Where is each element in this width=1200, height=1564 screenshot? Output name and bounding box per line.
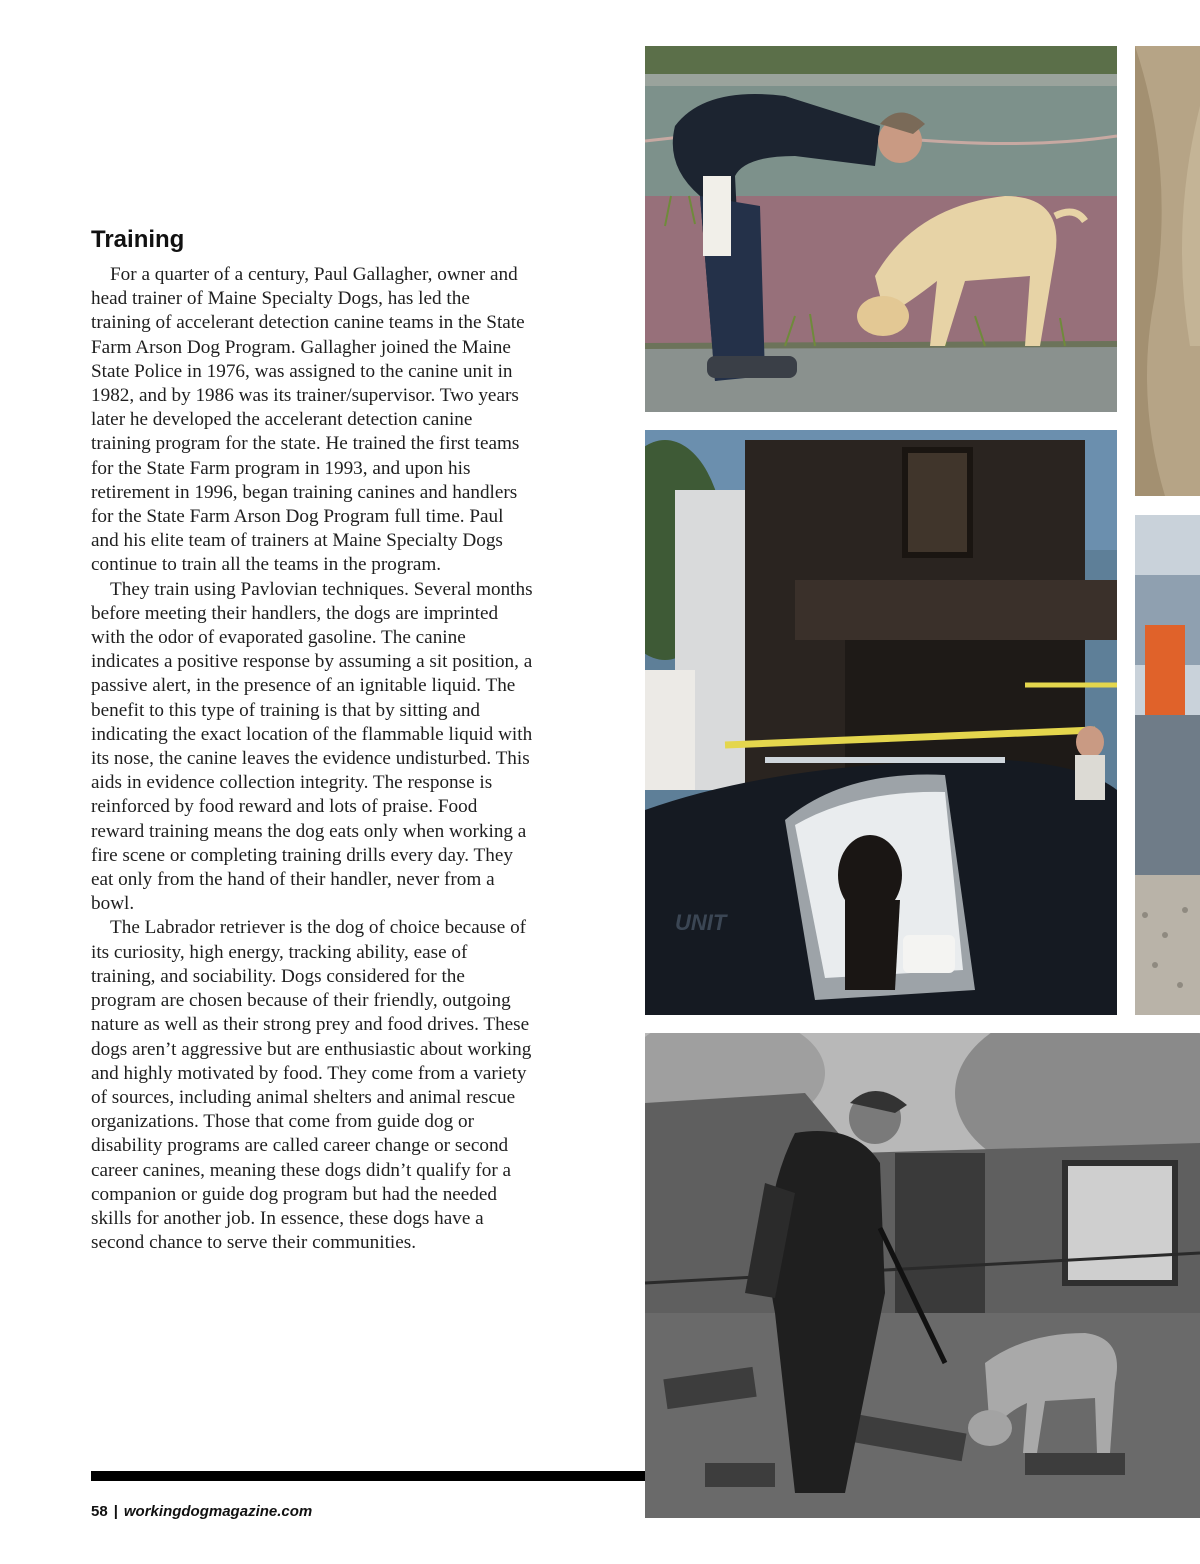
article-paragraph: They train using Pavlovian techniques. Several months before meeting their handlers, the dogs are imprinted with the odor of evaporated gasoline. The canine indicates a positive response by assuming a sit position, a passive alert, in the presence of an ignitable liquid. The benefit to this type of training is that by sitting and indicating the exact location of the flammable liquid with its nose, the canine leaves the evidence undisturbed. This aids in evidence collection integrity. The response is reinforced by food reward and lots of praise. Food reward training means the dog eats only when working a fire scene or completing training drills every day. They eat only from the hand of their handler, never from a bowl. <box>91 578 533 915</box>
photo-edge-khaki <box>1135 46 1200 496</box>
photo-burned-house-police-car <box>645 430 1117 1015</box>
article-paragraph: For a quarter of a century, Paul Gallagher, owner and head trainer of Maine Specialty Dogs, has led the training of accelerant detection canine teams in the State Farm Arson Dog Program. Gallagher joined the Maine State Police in 1976, was assigned to the canine unit in 1982, and by 1986 was its trainer/supervisor. Two years later he developed the accelerant detection canine training program for the state. He trained the first teams for the State Farm program in 1993, and upon his retirement in 1996, began training canines and handlers for the State Farm Arson Dog Program full time. Paul and his elite team of trainers at Maine Specialty Dogs continue to train all the teams in the program. <box>91 264 525 576</box>
car-lettering: UNIT <box>675 910 727 935</box>
website-link: workingdogmagazine.com <box>123 1503 313 1520</box>
footer-separator: | <box>113 1503 118 1520</box>
page-footer <box>91 1503 312 1520</box>
photo-fire-scene-bw <box>645 1033 1200 1518</box>
section-heading: Training <box>91 226 185 253</box>
article-body <box>91 263 533 1255</box>
photo-edge-vehicle <box>1135 515 1200 1015</box>
article-paragraph: The Labrador retriever is the dog of choice because of its curiosity, high energy, tracking ability, ease of training, and sociability. Dogs considered for the program are chosen because of their friendly, outgoing nature as well as their strong prey and food drives. These dogs aren’t aggressive but are enthusiastic about working and highly motivated by food. They come from a variety of sources, including animal shelters and animal rescue organizations. Those that come from guide dog or disability programs are called career change or second career canines, meaning these dogs didn’t qualify for a companion or guide dog program but had the needed skills for another job. In essence, these dogs have a second chance to serve their communities. <box>91 917 532 1254</box>
page-number: 58 <box>91 1503 108 1520</box>
footer-rule <box>91 1471 645 1481</box>
photo-trainer-with-dog <box>645 46 1117 412</box>
